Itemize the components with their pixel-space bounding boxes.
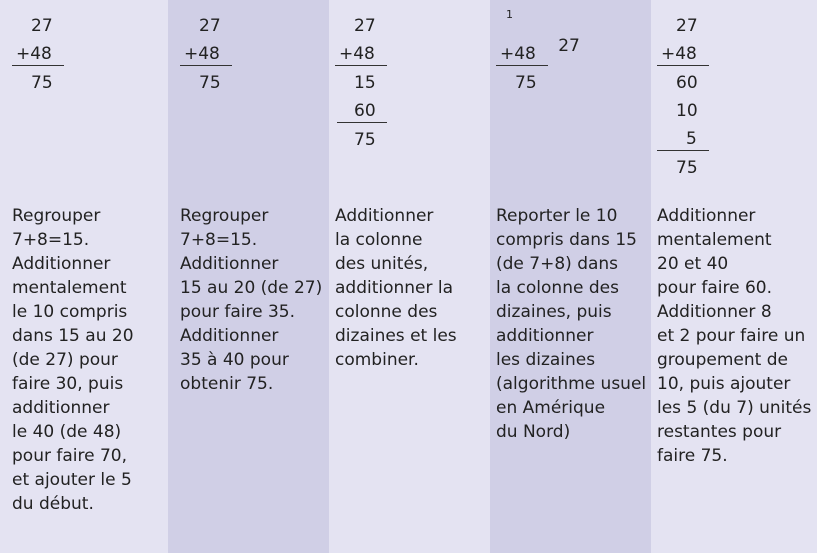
description-line: additionner: [496, 326, 594, 346]
strategy-description-2: [180, 204, 325, 396]
partial-sum: 60: [676, 73, 698, 93]
description-line: additionner: [12, 398, 110, 418]
description-line: dans 15 au 20: [12, 326, 134, 346]
description-line: Reporter le 10: [496, 206, 618, 226]
description-line: du Nord): [496, 422, 571, 442]
description-line: 15 au 20 (de 27): [180, 278, 323, 298]
description-line: Regrouper: [180, 206, 269, 226]
description-line: et ajouter le 5: [12, 470, 132, 490]
partial-sum: 5: [686, 129, 697, 149]
description-line: additionner la: [335, 278, 454, 298]
sum-result: 75: [515, 73, 537, 93]
description-line: obtenir 75.: [180, 374, 274, 394]
addend-b: +48: [184, 44, 220, 64]
description-line: dizaines, puis: [496, 302, 612, 322]
description-line: groupement de: [657, 350, 788, 370]
description-line: (de 27) pour: [12, 350, 118, 370]
description-line: pour faire 60.: [657, 278, 772, 298]
calculation-3: [335, 16, 387, 158]
description-line: Additionner: [180, 254, 279, 274]
description-line: 10, puis ajouter: [657, 374, 791, 394]
description-line: du début.: [12, 494, 94, 514]
description-line: combiner.: [335, 350, 419, 370]
addend-a-value: 27: [558, 36, 580, 56]
description-line: 20 et 40: [657, 254, 729, 274]
strategy-description-3: [335, 204, 486, 372]
description-line: le 40 (de 48): [12, 422, 122, 442]
description-line: (algorithme usuel: [496, 374, 647, 394]
description-line: Additionner: [180, 326, 279, 346]
description-line: pour faire 70,: [12, 446, 127, 466]
strategy-description-5: [657, 204, 813, 468]
addend-a: 27: [199, 16, 221, 36]
description-line: des unités,: [335, 254, 429, 274]
strategy-description-4: [496, 204, 647, 444]
partial-sum: 10: [676, 101, 698, 121]
description-line: la colonne des: [496, 278, 619, 298]
description-line: Additionner: [12, 254, 111, 274]
description-line: et 2 pour faire un: [657, 326, 806, 346]
addend-a: 27: [354, 16, 376, 36]
description-line: Additionner 8: [657, 302, 772, 322]
description-line: les dizaines: [496, 350, 596, 370]
addend-b: +48: [500, 44, 536, 64]
description-line: Additionner: [335, 206, 434, 226]
description-line: restantes pour: [657, 422, 782, 442]
description-line: colonne des: [335, 302, 438, 322]
description-line: en Amérique: [496, 398, 606, 418]
description-line: Regrouper: [12, 206, 101, 226]
partial-sum: 60: [354, 101, 376, 121]
strategy-description-1: [12, 204, 164, 516]
carry-digit: 1: [506, 8, 513, 21]
description-line: 7+8=15.: [12, 230, 90, 250]
description-line: (de 7+8) dans: [496, 254, 619, 274]
strategy-column-4: [490, 0, 651, 553]
partial-sum: 15: [354, 73, 376, 93]
sum-result: 75: [354, 130, 376, 150]
addend-b: +48: [16, 44, 52, 64]
addend-a: 27: [31, 16, 53, 36]
calculation-5: [657, 16, 709, 186]
strategy-column-2: [168, 0, 329, 553]
description-line: mentalement: [657, 230, 772, 250]
strategy-column-1: [0, 0, 168, 553]
description-line: 7+8=15.: [180, 230, 258, 250]
description-line: compris dans 15: [496, 230, 637, 250]
description-line: la colonne: [335, 230, 423, 250]
sum-result: 75: [676, 158, 698, 178]
strategy-column-3: [329, 0, 490, 553]
addend-b: +48: [339, 44, 375, 64]
description-line: pour faire 35.: [180, 302, 295, 322]
description-line: mentalement: [12, 278, 127, 298]
sum-result: 75: [31, 73, 53, 93]
calculation-1: [12, 16, 64, 101]
calculation-2: [180, 16, 232, 101]
description-line: le 10 compris: [12, 302, 128, 322]
description-line: faire 30, puis: [12, 374, 124, 394]
strategy-column-5: [651, 0, 817, 553]
sum-result: 75: [199, 73, 221, 93]
calculation-4: [496, 8, 580, 101]
addend-b: +48: [661, 44, 697, 64]
description-line: les 5 (du 7) unités: [657, 398, 812, 418]
description-line: faire 75.: [657, 446, 728, 466]
addend-a: 27: [676, 16, 698, 36]
description-line: 35 à 40 pour: [180, 350, 289, 370]
description-line: dizaines et les: [335, 326, 457, 346]
description-line: Additionner: [657, 206, 756, 226]
